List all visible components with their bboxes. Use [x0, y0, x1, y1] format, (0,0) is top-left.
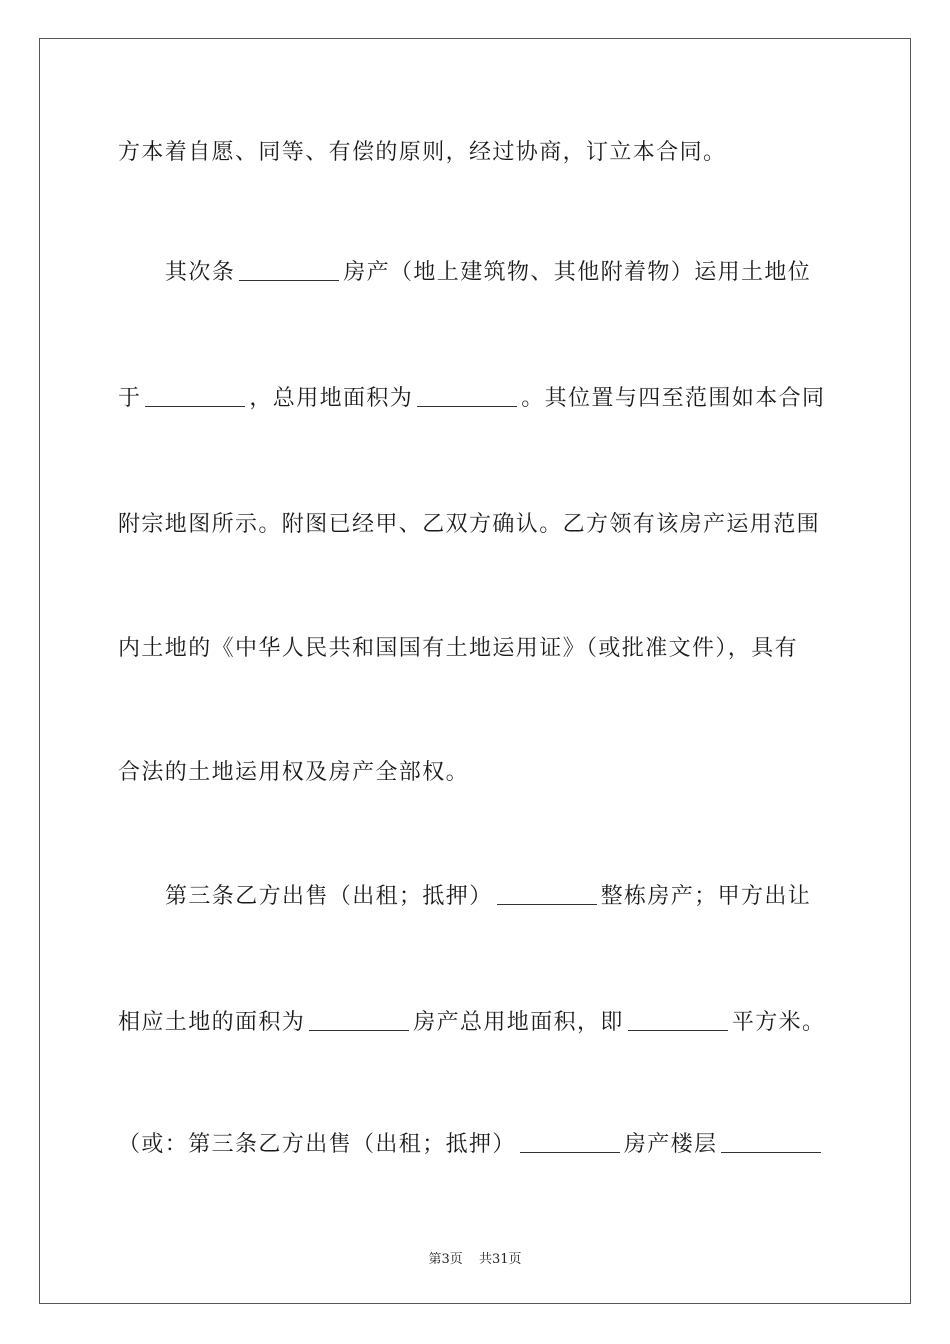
article-2-line-5 [118, 758, 469, 788]
text-segment: ，总用地面积为 [249, 386, 414, 411]
text-segment: 。其位置与四至范围如本合同 [521, 386, 826, 411]
fill-in-blank [309, 1008, 409, 1031]
text-segment: （或：第三条乙方出售（出租；抵押） [118, 1132, 516, 1157]
text-segment: 合法的土地运用权及房产全部权。 [118, 760, 470, 785]
paragraph-line-1 [118, 138, 726, 168]
article-3-alt-line-1 [118, 1130, 825, 1160]
fill-in-blank [628, 1008, 728, 1031]
text-segment: 平方米。 [731, 1010, 826, 1035]
article-3-line-1 [165, 882, 811, 912]
text-segment: 内土地的《中华人民共和国国有土地运用证》（或批准文件），具有 [118, 636, 799, 661]
text-segment: 房产总用地面积，即 [413, 1010, 624, 1035]
fill-in-blank [520, 1130, 620, 1153]
page-footer [0, 1248, 950, 1267]
text-segment: 于 [118, 386, 142, 411]
article-2-line-3 [118, 510, 820, 540]
text-segment: 第三条乙方出售（出租；抵押） [165, 884, 493, 909]
text-segment: 房产（地上建筑物、其他附着物）运用土地位 [343, 260, 812, 285]
article-3-line-2 [118, 1008, 825, 1038]
text-segment: 房产楼层 [623, 1132, 718, 1157]
text-segment: 附宗地图所示。附图已经甲、乙双方确认。乙方领有该房产运用范围 [118, 512, 821, 537]
page-number: 第3页 [428, 1252, 463, 1267]
article-2-line-2 [118, 384, 825, 414]
text-segment: 整栋房产；甲方出让 [600, 884, 812, 909]
fill-in-blank [239, 258, 339, 281]
article-2-line-1 [165, 258, 811, 288]
fill-in-blank [721, 1130, 821, 1153]
fill-in-blank [145, 384, 245, 407]
article-2-line-4 [118, 634, 798, 664]
total-pages: 共31页 [478, 1252, 522, 1267]
text-segment: 其次条 [165, 260, 236, 285]
text-segment: 相应土地的面积为 [118, 1010, 306, 1035]
fill-in-blank [497, 882, 597, 905]
text-segment: 方本着自愿、同等、有偿的原则，经过协商，订立本合同。 [118, 140, 727, 165]
page-border [39, 38, 911, 1304]
fill-in-blank [417, 384, 517, 407]
